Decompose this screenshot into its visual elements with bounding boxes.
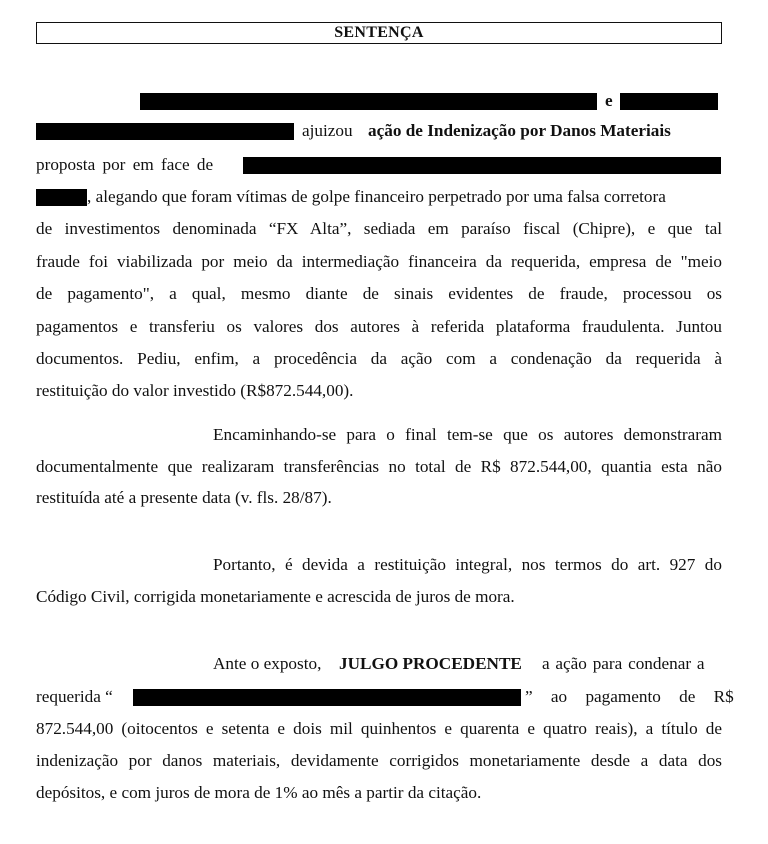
p4-line-5: depósitos, e com juros de mora de 1% ao mês a partir da citação. <box>36 783 482 802</box>
redaction-bar <box>133 689 521 706</box>
p1-text: , alegando que foram vítimas de golpe financeiro perpetrado por uma falsa corretora <box>87 187 666 206</box>
p1-line-8: pagamentos e transferiu os valores dos autores à referida plataforma fraudulenta. Juntou <box>36 317 722 336</box>
p4-line-1 <box>36 651 722 677</box>
p3-line-2: Código Civil, corrigida monetariamente e acrescida de juros de mora. <box>36 587 515 606</box>
p1-verb: ajuizou <box>302 121 353 140</box>
p1-text: proposta por em face de <box>36 155 214 174</box>
redaction-bar <box>140 93 597 110</box>
redaction-bar <box>243 157 721 174</box>
p1-line-10: restituição do valor investido (R$872.544,00). <box>36 381 354 400</box>
p4-text: requerida “ <box>36 687 113 706</box>
redaction-bar <box>36 189 87 206</box>
p4-verdict: JULGO PROCEDENTE <box>339 654 522 673</box>
p1-line-1 <box>36 88 722 114</box>
p4-line-3: 872.544,00 (oitocentos e setenta e dois mil quinhentos e quarenta e quatro reais), a título de <box>36 719 722 738</box>
p4-text: a ação para condenar a <box>542 654 705 673</box>
p1-line-5: de investimentos denominada “FX Alta”, sediada em paraíso fiscal (Chipre), e que tal <box>36 219 722 238</box>
p1-line-2 <box>36 118 722 144</box>
p2-line-2: documentalmente que realizaram transferências no total de R$ 872.544,00, quantia esta não <box>36 457 722 476</box>
p4-line-4: indenização por danos materiais, devidamente corrigidos monetariamente desde a data dos <box>36 751 722 770</box>
redaction-bar <box>620 93 718 110</box>
document-title-box <box>36 22 722 44</box>
p1-line-7: de pagamento", a qual, mesmo diante de sinais evidentes de fraude, processou os <box>36 284 722 303</box>
p3-line-1: Portanto, é devida a restituição integral, nos termos do art. 927 do <box>213 555 722 574</box>
document-title: SENTENÇA <box>334 24 424 41</box>
p4-line-2 <box>36 684 734 710</box>
p2-line-3: restituída até a presente data (v. fls. 28/87). <box>36 488 332 507</box>
p1-line-9: documentos. Pediu, enfim, a procedência da ação com a condenação da requerida à <box>36 349 722 368</box>
p1-line-3 <box>36 152 722 178</box>
p2-line-1: Encaminhando-se para o final tem-se que os autores demonstraram <box>213 425 722 444</box>
p1-conjunction: e <box>605 91 613 110</box>
p1-line-6: fraude foi viabilizada por meio da intermediação financeira da requerida, empresa de "meio <box>36 252 722 271</box>
p1-action-type: ação de Indenização por Danos Materiais <box>368 121 671 140</box>
p4-text: Ante o exposto, <box>213 654 322 673</box>
p4-text: ” ao pagamento de R$ <box>525 687 734 706</box>
p1-line-4 <box>36 184 722 210</box>
redaction-bar <box>36 123 294 140</box>
